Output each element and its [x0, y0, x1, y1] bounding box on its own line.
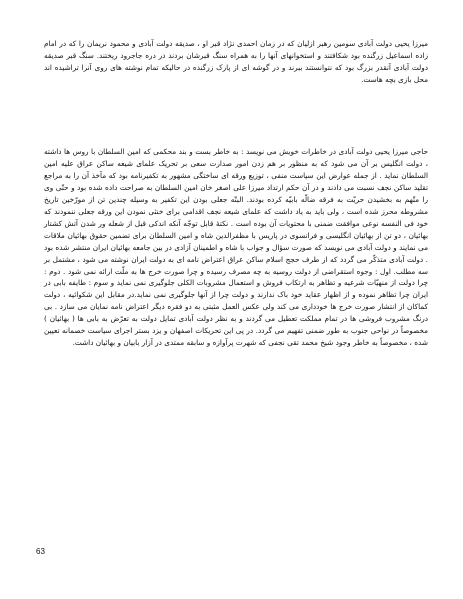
- paragraph-2: حاجی میرزا یحیی دولت آبادی در خاطرات خویش می نویسد : به خاطر بست و بند محکمی که امین السلطان با روس ها داشته ، دولت انگلیس بر آن می شود که به منظور بر هم زدن امور صدارت سعی بر تحریک علمای شیعه ساکن عراق علیه امین السلطان نماید . از جمله عوارض این سیاست منفی ، توزیع ورقه ای ساختگی مشهور به تکفیرنامه بود که مآخذ آن را به مراجع تقلید ساکن نجف نسبت می دادند و در آن حکم ارتداد میرزا علی اصغر خان امین السلطان به صراحت داده شده بود و حتّی وی را متّهم به بخشیدن حریّت به فرقه ضالّه بابیّه کرده بودند. البتّه جعلی بودن این تکفیر به وسیله چندین تن از مورّخین تاریخ مشروطه محرز شده است ، ولی باید به یاد داشت که علمای شیعه نجف اقدامی برای خنثی نمودن این ورقه جعلی ننمودند که خود فی النفسه نوعی موافقت ضمنی با محتویات آن بوده است . نکتهٔ قابل توجّه آنکه اندکی قبل از شعله ور شدن آتش کشتار بهائیان ، دو تن از بهائیان انگلیسی و فرانسوی در پاریس با مظفرالدین شاه و امین السلطان برای تضمین حقوق بهائیان ملاقات می نمایند و دولت آبادی می نویسد که صورت سؤال و جواب با شاه و اطمینان آزادی در بین جامعه بهائیان ایران منتشر شده بود . دولت آبادی متذکّر می گردد که از طرف حجج اسلام ساکن عراق اعتراض نامه ای به دولت ایران نوشته می شود ، مشتمل بر سه مطلب. اول : وجوه استقراضی از دولت روسیه به چه مصرف رسیده و چرا صورت خرج ها به ملّت ارائه نمی شود . دوم : چرا دولت از منهیّات شرعیه و تظاهر به ارتکاب فروش و استعمال مشروبات الکلی جلوگیری نمی نماید و سوم : طایفه بابی در ایران چرا تظاهر نموده و از اظهار عقاید خود باک ندارند و دولت چرا از آنها جلوگیری نمی نماید.در مقابل این شکوائیه ، دولت کماکان از انتشار صورت خرج ها خودداری می کند ولی عکس العمل مثبتی به دو فقره دیگر اعتراض نامه نمایان می سازد . بی درنگ مشروب فروشی ها در تمام مملکت تعطیل می گردند و به نظر دولت آبادی تمایل دولت به تعرّض به بابی ها ( بهائیان ) مخصوصاً در نواحی جنوب به طور ضمنی تفهیم می گردد. در پی این تحریکات اصفهان و یزد بستر اجرای سیاست خصمانه تعیین شده ، مخصوصاً به خاطر وجود شیخ محمد تقی نجفی که شهرت پرآوازه و سابقه ممتدی در آزار بابیان و بهائیان داشت.: [44, 147, 428, 348]
- paragraph-1: میرزا یحیی دولت آبادی سومین رهبر ازلیان که در زمان احمدی نژاد قبر او ، صدیقه دولت آبادی و محمود نریمان را که در امام زاده اسماعیل زرگنده بود شکافتند و استخوانهای آنها را به همراه سنگ قبرشان بردند در دره جاجرود ریختند. سنگ قبر صدیقه دولت آبادی آنقدر بزرگ بود که نتوانستند ببرند و در گوشه ای از پارک زرگنده در حالیکه تمام نوشته های روی آنرا تراشیده اند محل بازی بچه هاست.: [44, 39, 428, 84]
- page-number: 63: [36, 547, 45, 556]
